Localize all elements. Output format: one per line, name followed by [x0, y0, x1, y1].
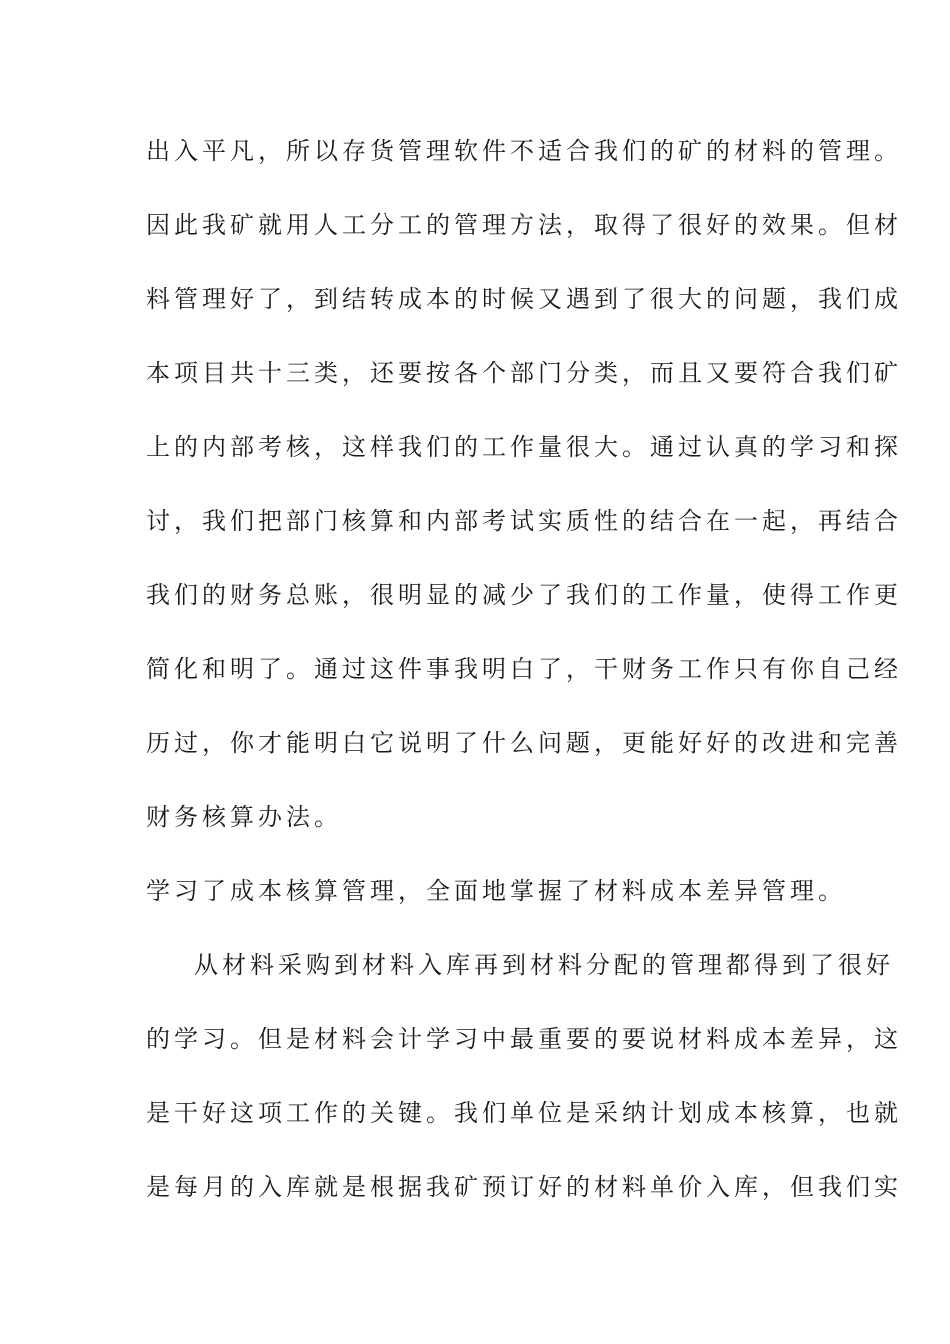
text-line: 是每月的入库就是根据我矿预订好的材料单价入库，但我们实	[146, 1173, 902, 1201]
text-line: 因此我矿就用人工分工的管理方法，取得了很好的效果。但材	[146, 211, 902, 239]
text-line: 料管理好了，到结转成本的时候又遇到了很大的问题，我们成	[146, 285, 902, 313]
text-line: 出入平凡，所以存货管理软件不适合我们的矿的材料的管理。	[146, 137, 902, 165]
text-line: 从材料采购到材料入库再到材料分配的管理都得到了很好	[194, 951, 894, 979]
text-line: 历过，你才能明白它说明了什么问题，更能好好的改进和完善	[146, 729, 902, 757]
text-line: 财务核算办法。	[146, 803, 342, 831]
text-line: 我们的财务总账，很明显的减少了我们的工作量，使得工作更	[146, 581, 902, 609]
text-line: 是干好这项工作的关键。我们单位是采纳计划成本核算，也就	[146, 1099, 902, 1127]
text-line: 学习了成本核算管理，全面地掌握了材料成本差异管理。	[146, 877, 846, 905]
text-line: 的学习。但是材料会计学习中最重要的要说材料成本差异，这	[146, 1025, 902, 1053]
text-line: 讨，我们把部门核算和内部考试实质性的结合在一起，再结合	[146, 507, 902, 535]
text-line: 本项目共十三类，还要按各个部门分类，而且又要符合我们矿	[146, 359, 902, 387]
text-line: 简化和明了。通过这件事我明白了，干财务工作只有你自己经	[146, 655, 902, 683]
text-line: 上的内部考核，这样我们的工作量很大。通过认真的学习和探	[146, 433, 902, 461]
